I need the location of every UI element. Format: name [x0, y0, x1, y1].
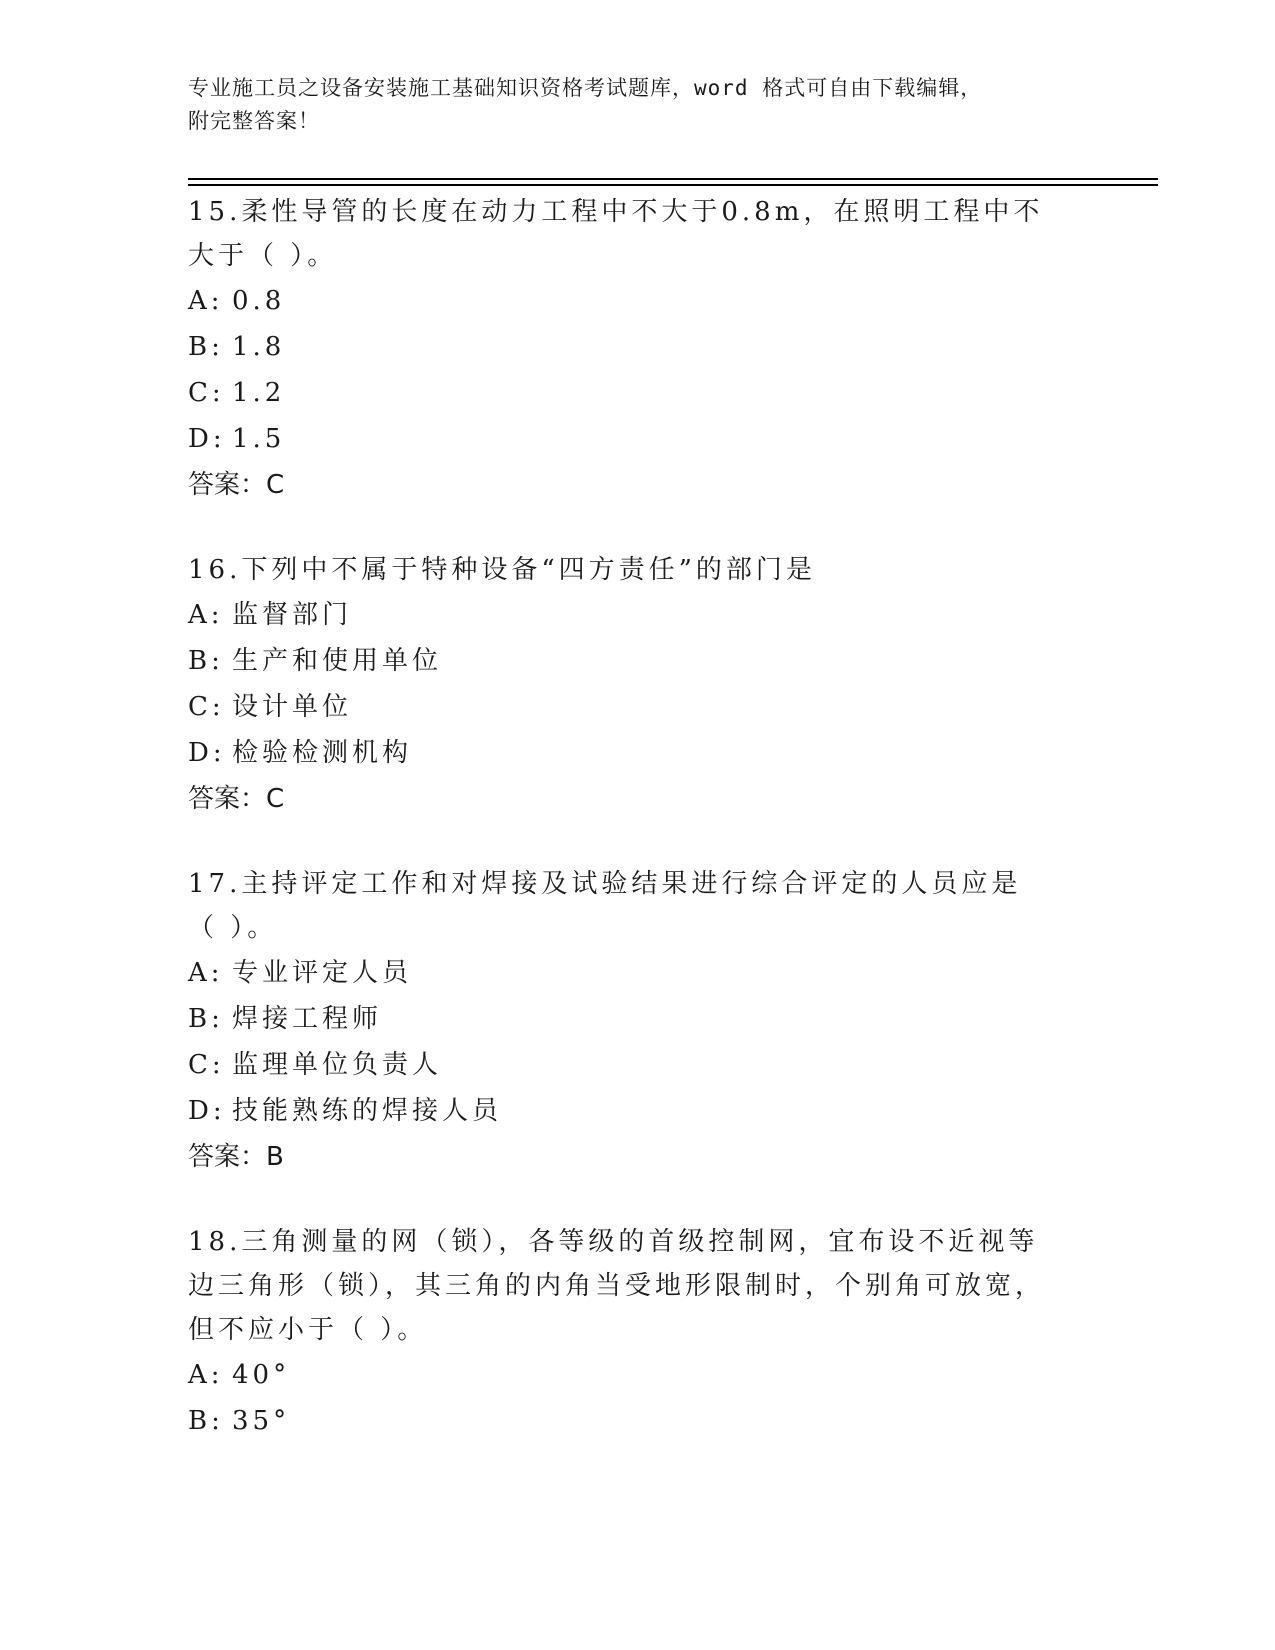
option-label: B: [188, 332, 224, 362]
option-label: D: [188, 738, 226, 768]
question-text: 18.三角测量的网（锁），各等级的首级控制网，宜布设不近视等边三角形（锁），其三角的内角当受地形限制时，个别角可放宽，但不应小于（ ）。 [188, 1227, 1046, 1345]
option-text: 设计单位 [232, 692, 353, 722]
question-15 [188, 190, 1088, 508]
answer: 答案：B [188, 1142, 284, 1172]
option-label: A: [188, 600, 224, 630]
option-label: A: [188, 1360, 224, 1390]
question-18 [188, 1220, 1088, 1444]
option-text: 监理单位负责人 [232, 1050, 443, 1080]
option-text: 专业评定人员 [232, 958, 413, 988]
option-b [188, 324, 1088, 370]
option-a [188, 592, 1088, 638]
header-divider-bottom [188, 184, 1158, 186]
question-16 [188, 548, 1088, 822]
answer: 答案：C [188, 470, 285, 500]
option-a [188, 278, 1088, 324]
option-d [188, 1088, 1088, 1134]
option-c [188, 1042, 1088, 1088]
question-17 [188, 862, 1088, 1180]
option-c [188, 370, 1088, 416]
option-text: 1.8 [232, 332, 286, 362]
option-text: 焊接工程师 [232, 1004, 383, 1034]
option-label: B: [188, 646, 224, 676]
header-line-1: 专业施工员之设备安装施工基础知识资格考试题库，word 格式可自由下载编辑， [188, 76, 983, 100]
option-text: 检验检测机构 [232, 738, 413, 768]
option-label: C: [188, 692, 225, 722]
option-d [188, 416, 1088, 462]
option-label: D: [188, 1096, 226, 1126]
option-label: C: [188, 378, 225, 408]
question-text: 15.柔性导管的长度在动力工程中不大于0.8m，在照明工程中不大于（ ）。 [188, 197, 1044, 271]
answer: 答案：C [188, 784, 285, 814]
question-text: 17.主持评定工作和对焊接及试验结果进行综合评定的人员应是（ ）。 [188, 869, 1022, 943]
option-label: B: [188, 1004, 224, 1034]
option-text: 技能熟练的焊接人员 [232, 1096, 503, 1126]
option-text: 40° [232, 1360, 291, 1390]
option-label: C: [188, 1050, 225, 1080]
option-a [188, 950, 1088, 996]
option-a [188, 1352, 1088, 1398]
option-label: B: [188, 1406, 224, 1436]
option-d [188, 730, 1088, 776]
option-b [188, 1398, 1088, 1444]
option-b [188, 638, 1088, 684]
option-label: A: [188, 286, 224, 316]
option-b [188, 996, 1088, 1042]
document-header [188, 72, 1088, 138]
header-divider-top [188, 178, 1158, 180]
option-text: 生产和使用单位 [232, 646, 443, 676]
option-text: 1.5 [232, 424, 286, 454]
question-list [188, 190, 1088, 1484]
option-c [188, 684, 1088, 730]
option-text: 35° [232, 1406, 291, 1436]
option-text: 0.8 [232, 286, 286, 316]
option-text: 1.2 [232, 378, 286, 408]
option-text: 监督部门 [232, 600, 353, 630]
header-line-2: 附完整答案！ [188, 109, 320, 133]
option-label: D: [188, 424, 226, 454]
question-text: 16.下列中不属于特种设备“四方责任”的部门是 [188, 555, 816, 585]
option-label: A: [188, 958, 224, 988]
